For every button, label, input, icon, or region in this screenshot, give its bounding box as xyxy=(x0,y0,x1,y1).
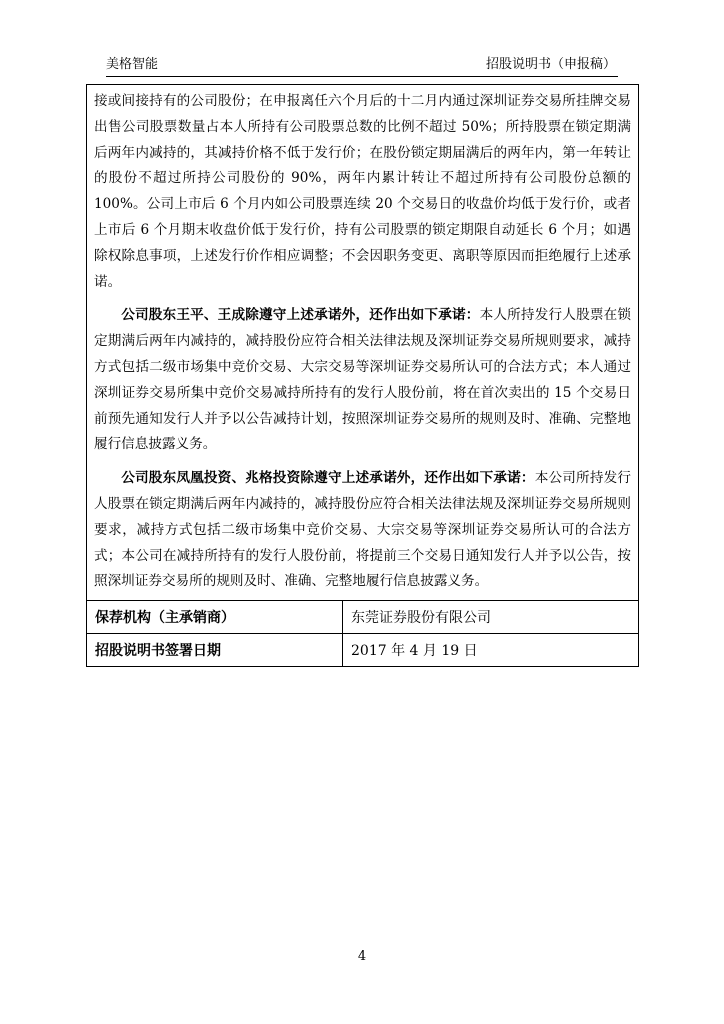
sponsor-label: 保荐机构（主承销商） xyxy=(87,601,343,634)
signing-date-label: 招股说明书签署日期 xyxy=(87,634,343,667)
page-header xyxy=(106,54,618,77)
table-row xyxy=(87,634,639,667)
header-document-type: 招股说明书（申报稿） xyxy=(485,57,616,72)
commitment-paragraph-1: 接或间接持有的公司股份；在申报离任六个月后的十二月内通过深圳证券交易所挂牌交易出售公司股票数量占本人所持有公司股票总数的比例不超过 50%；所持股票在锁定期满后两年内减持的，其减持价格不低于发行价；在股份锁定期届满后的两年内，第一年转让的股份不超过所持公司股份的 90%，两年内累计转让不超过所持有公司股份总额的 100%。公司上市后 6 个月内如公司股票连续 20 个交易日的收盘价均低于发行价，或者上市后 6 个月期末收盘价低于发行价，持有公司股票的锁定期限自动延长 6 个月；如遇除权除息事项，上述发行价作相应调整；不会因职务变更、离职等原因而拒绝履行上述承诺。 xyxy=(94,93,631,290)
commitment-paragraph-2-lead: 公司股东王平、王成除遵守上述承诺外，还作出如下承诺： xyxy=(121,307,480,324)
commitment-paragraph-2-text: 本人所持发行人股票在锁定期满后两年内减持的，减持股份应符合相关法律法规及深圳证券交易所规则要求，减持方式包括二级市场集中竞价交易、大宗交易等深圳证券交易所认可的合法方式；本人通过深圳证券交易所集中竞价交易减持所持有的发行人股份前，将在首次卖出的 15 个交易日前预先通知发行人并予以公告减持计划，按照深圳证券交易所的规则及时、准确、完整地履行信息披露义务。 xyxy=(94,307,632,453)
commitment-paragraph-3 xyxy=(94,466,631,595)
signing-date-value: 2017 年 4 月 19 日 xyxy=(343,634,639,667)
prospectus-table xyxy=(86,84,639,667)
commitment-paragraph-2 xyxy=(94,303,631,458)
sponsor-value: 东莞证券股份有限公司 xyxy=(343,601,639,634)
commitment-paragraph-3-text: 本公司所持发行人股票在锁定期满后两年内减持的，减持股份应符合相关法律法规及深圳证券交易所规则要求，减持方式包括二级市场集中竞价交易、大宗交易等深圳证券交易所认可的合法方式；本公司在减持所持有的发行人股份前，将提前三个交易日通知发行人并予以公告，按照深圳证券交易所的规则及时、准确、完整地履行信息披露义务。 xyxy=(94,470,631,590)
commitment-paragraph-3-lead: 公司股东凤凰投资、兆格投资除遵守上述承诺外，还作出如下承诺： xyxy=(121,470,535,487)
table-row xyxy=(87,601,639,634)
commitments-row xyxy=(87,85,639,601)
header-company-name: 美格智能 xyxy=(106,57,159,72)
commitments-cell xyxy=(87,85,639,601)
page-number: 4 xyxy=(357,949,367,964)
